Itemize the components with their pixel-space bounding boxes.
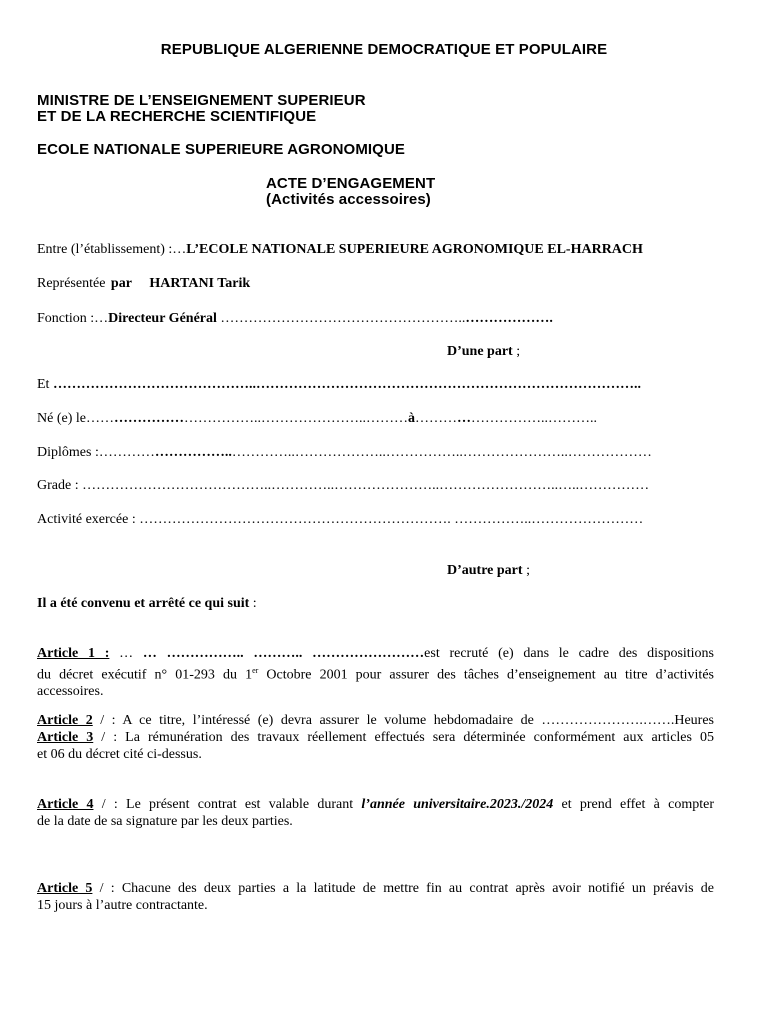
article-5-label: Article 5: [37, 881, 93, 896]
une-part: [447, 344, 520, 360]
representee-value: HARTANI Tarik: [149, 276, 251, 291]
fonction-dots-bold: ……………….: [465, 311, 553, 326]
document-title: ACTE D’ENGAGEMENT: [266, 175, 436, 192]
article-5: [37, 881, 714, 914]
et-dots: ……………………………………..………………………………………………………………………..: [52, 377, 641, 392]
article-3-line-2: et 06 du décret cité ci-dessus.: [37, 746, 202, 762]
article-1-line-1: [37, 646, 714, 663]
convenu-line: [37, 596, 257, 612]
birth-line: [37, 411, 597, 427]
article-3-label: Article 3: [37, 730, 94, 745]
article-1-line-1-rest: est recruté (e) dans le cadre des dispositions: [424, 646, 715, 661]
article-2-line-1: [37, 713, 714, 730]
grade-dots: …………………………………..…………..…………………..……………………..…..……………: [82, 478, 650, 493]
activite-line: [37, 512, 643, 528]
article-2: [37, 713, 714, 730]
autre-part: [447, 563, 530, 579]
grade-label: Grade :: [37, 478, 83, 493]
article-3: [37, 730, 714, 763]
representee-line: [37, 276, 250, 292]
fonction-value: Directeur Général: [108, 311, 217, 326]
article-3-line-1-text: / : La rémunération des travaux réellement effectués sera déterminée conformément aux articles 05: [93, 730, 715, 745]
article-4-line-1b: et prend effet à compter: [553, 797, 714, 812]
diplomes-label: Diplômes :…………: [37, 445, 155, 460]
article-1-label: Article 1 :: [37, 646, 110, 661]
birth-label: Né (e) le……: [37, 411, 114, 426]
article-1-line-2a: du décret exécutif n° 01-293 du 1: [37, 667, 253, 683]
activite-dots: …………………………………………………………. ……………..……………………: [139, 512, 644, 527]
republic-heading: REPUBLIQUE ALGERIENNE DEMOCRATIQUE ET POPULAIRE: [160, 41, 608, 58]
article-1-sup: er: [252, 665, 259, 675]
article-1-line-3: accessoires.: [37, 683, 104, 699]
entre-line: [37, 242, 643, 258]
fonction-dots: ……………………………………………..: [216, 311, 466, 326]
fonction-line: [37, 311, 553, 327]
diplomes-line: [37, 445, 652, 461]
article-4-line-1a: / : Le présent contrat est valable durant: [93, 797, 362, 812]
et-label: Et: [37, 377, 53, 392]
article-2-label: Article 2: [37, 713, 93, 728]
autre-part-label: D’autre part: [447, 563, 523, 578]
article-5-line-2: 15 jours à l’autre contractante.: [37, 897, 208, 913]
convenu-suffix: :: [249, 596, 257, 611]
birth-dots-3: ……………..………..: [470, 411, 597, 426]
une-part-label: D’une part: [447, 344, 513, 359]
grade-line: [37, 478, 649, 494]
article-3-line-1: [37, 730, 714, 747]
article-4-line-2: de la date de sa signature par les deux parties.: [37, 813, 293, 829]
entre-value: L’ECOLE NATIONALE SUPERIEURE AGRONOMIQUE EL-HARRACH: [186, 242, 643, 257]
article-4-year: l’année universitaire.2023./2024: [361, 797, 554, 812]
article-1-dots: …: [109, 646, 143, 661]
article-1-line-2: [37, 663, 714, 684]
birth-dots-1: ……………..…………………..………: [183, 411, 408, 426]
article-4-label: Article 4: [37, 797, 94, 812]
document-subtitle: (Activités accessoires): [266, 191, 431, 208]
article-5-line-1-text: / : Chacune des deux parties a la latitude de mettre fin au contrat après avoir notifié un préavis de: [92, 881, 714, 896]
birth-dots-bold-1: ……………: [113, 411, 184, 426]
diplomes-dots: …………..………………..……………..…………………..………………: [231, 445, 652, 460]
fonction-label: Fonction :…: [37, 311, 109, 326]
school-name: ECOLE NATIONALE SUPERIEURE AGRONOMIQUE: [37, 141, 405, 158]
entre-label: Entre (l’établissement) :…: [37, 242, 187, 257]
une-part-suffix: ;: [512, 344, 521, 359]
article-2-text: / : A ce titre, l’intéressé (e) devra assurer le volume hebdomadaire de ………………….…….Heures: [92, 713, 714, 728]
article-5-line-1: [37, 881, 714, 898]
ministry-line-2: ET DE LA RECHERCHE SCIENTIFIQUE: [37, 108, 317, 125]
birth-dots-bold-2: …: [456, 411, 471, 426]
representee-par: par: [110, 276, 132, 291]
diplomes-dots-bold: ……………..: [154, 445, 232, 460]
article-1-line-2b: Octobre 2001 pour assurer des tâches d’enseignement au titre d’activités: [258, 667, 714, 683]
activite-label: Activité exercée :: [37, 512, 140, 527]
article-1-dots-bold: … …………….. ……….. ……………………: [142, 646, 425, 661]
convenu-text: Il a été convenu et arrêté ce qui suit: [37, 596, 250, 611]
ministry-line-1: MINISTRE DE L’ENSEIGNEMENT SUPERIEUR: [37, 92, 366, 109]
article-1: [37, 646, 714, 700]
representee-label: Représentée: [37, 276, 106, 291]
birth-dots-2: ………: [414, 411, 457, 426]
article-4: [37, 797, 714, 830]
autre-part-suffix: ;: [522, 563, 530, 578]
article-4-line-1: [37, 797, 714, 814]
birth-a: à: [407, 411, 415, 426]
et-line: [37, 377, 641, 393]
